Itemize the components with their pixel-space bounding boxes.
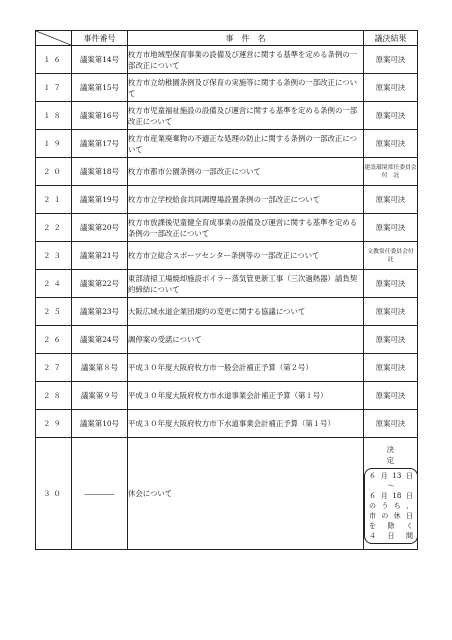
header-corner-cell: [36, 31, 72, 46]
recess-period-line: のうち、: [369, 501, 413, 510]
row-title: 枚方市立学校給食共同調理場設置条例の一部改正について: [128, 186, 364, 214]
row-title: 大阪広域水道企業団規約の変更に関する協議について: [128, 298, 364, 326]
row-title: 枚方市都市公園条例の一部改正について: [128, 158, 364, 186]
table-row: [36, 102, 418, 130]
row-title: 枚方市地域型保育事業の設備及び運営に関する基準を定める条例の一部改正について: [128, 46, 364, 74]
row-number: １９: [36, 130, 72, 158]
row-number: ２３: [36, 242, 72, 270]
row-id: ――――: [72, 438, 128, 550]
table-row: [36, 74, 418, 102]
row-number: ２６: [36, 326, 72, 354]
table-row: [36, 46, 418, 74]
recess-period-line: を除く: [369, 521, 413, 530]
row-result: 建設環境常任委員会付 託: [364, 158, 418, 186]
table-row-recess: [36, 438, 418, 550]
table-row: [36, 326, 418, 354]
row-title: 平成３０年度大阪府枚方市水道事業会計補正予算（第１号）: [128, 382, 364, 410]
diagonal-line: [36, 31, 71, 45]
agenda-body: [36, 46, 418, 438]
row-result: 原案可決: [364, 130, 418, 158]
row-result: 原案可決: [364, 214, 418, 242]
row-number: ２０: [36, 158, 72, 186]
row-id: 議案第10号: [72, 410, 128, 438]
row-result: 原案可決: [364, 46, 418, 74]
row-title: 枚方市児童福祉施設の設備及び運営に関する基準を定める条例の一部改正について: [128, 102, 364, 130]
recess-period-line: 市の休日: [369, 511, 413, 520]
header-row: [36, 31, 418, 46]
row-id: 議案第８号: [72, 354, 128, 382]
row-result: 原案可決: [364, 74, 418, 102]
table-row: [36, 410, 418, 438]
row-title: 枚方市放課後児童健全育成事業の設備及び運営に関する基準を定める条例の一部改正について: [128, 214, 364, 242]
row-title: 平成３０年度大阪府枚方市下水道事業会計補正予算（第１号）: [128, 410, 364, 438]
row-id: 議案第９号: [72, 382, 128, 410]
row-number: ２２: [36, 214, 72, 242]
row-id: 議案第19号: [72, 186, 128, 214]
agenda-table: [35, 30, 418, 550]
header-id: 事件番号: [72, 31, 128, 46]
row-result: 原案可決: [364, 410, 418, 438]
row-id: 議案第23号: [72, 298, 128, 326]
row-result: 原案可決: [364, 298, 418, 326]
row-id: 議案第17号: [72, 130, 128, 158]
recess-period-bracket: [364, 468, 418, 544]
row-id: 議案第22号: [72, 270, 128, 298]
row-number: １７: [36, 74, 72, 102]
recess-period-line: ～: [387, 481, 395, 490]
row-result: 原案可決: [364, 382, 418, 410]
table-row: [36, 214, 418, 242]
row-result-decision: [364, 438, 418, 550]
row-title: 調停案の受諾について: [128, 326, 364, 354]
row-id: 議案第16号: [72, 102, 128, 130]
row-number: ２９: [36, 410, 72, 438]
header-title: 事 件 名: [128, 31, 364, 46]
row-number: １８: [36, 102, 72, 130]
row-id: 議案第15号: [72, 74, 128, 102]
table-row: [36, 242, 418, 270]
recess-period-line: ４日間: [369, 531, 413, 540]
table-row: [36, 382, 418, 410]
row-number: ２８: [36, 382, 72, 410]
row-id: 議案第18号: [72, 158, 128, 186]
row-number: １６: [36, 46, 72, 74]
table-row: [36, 298, 418, 326]
row-title: 平成３０年度大阪府枚方市一般会計補正予算（第２号）: [128, 354, 364, 382]
row-result: 原案可決: [364, 326, 418, 354]
recess-period-line: ６月13日: [369, 471, 413, 480]
recess-period-line: ６月18日: [369, 491, 413, 500]
row-result: 文教常任委員会付 託: [364, 242, 418, 270]
row-number: ２７: [36, 354, 72, 382]
row-title: 枚方市立幼稚園条例及び保育の実施等に関する条例の一部改正について: [128, 74, 364, 102]
header-result: 議決結果: [364, 31, 418, 46]
row-result: 原案可決: [364, 354, 418, 382]
row-result: 原案可決: [364, 270, 418, 298]
row-title: 休会について: [128, 438, 364, 550]
row-number: ２４: [36, 270, 72, 298]
table-row: [36, 186, 418, 214]
row-number: ２１: [36, 186, 72, 214]
row-id: 議案第24号: [72, 326, 128, 354]
row-id: 議案第20号: [72, 214, 128, 242]
row-title: 東部清掃工場焼却施設ボイラー蒸気管更新工事（三次過熱器）請負契約締結について: [128, 270, 364, 298]
table-row: [36, 354, 418, 382]
row-title: 枚方市産業廃棄物の不適正な処理の防止に関する条例の一部改正について: [128, 130, 364, 158]
row-id: 議案第21号: [72, 242, 128, 270]
row-id: 議案第14号: [72, 46, 128, 74]
row-result: 原案可決: [364, 102, 418, 130]
row-number: ３０: [36, 438, 72, 550]
table-row: [36, 270, 418, 298]
row-title: 枚方市立総合スポーツセンター条例等の一部改正について: [128, 242, 364, 270]
table-row: [36, 158, 418, 186]
row-number: ２５: [36, 298, 72, 326]
table-row: [36, 130, 418, 158]
row-result: 原案可決: [364, 186, 418, 214]
decision-label: 決定: [386, 444, 409, 465]
